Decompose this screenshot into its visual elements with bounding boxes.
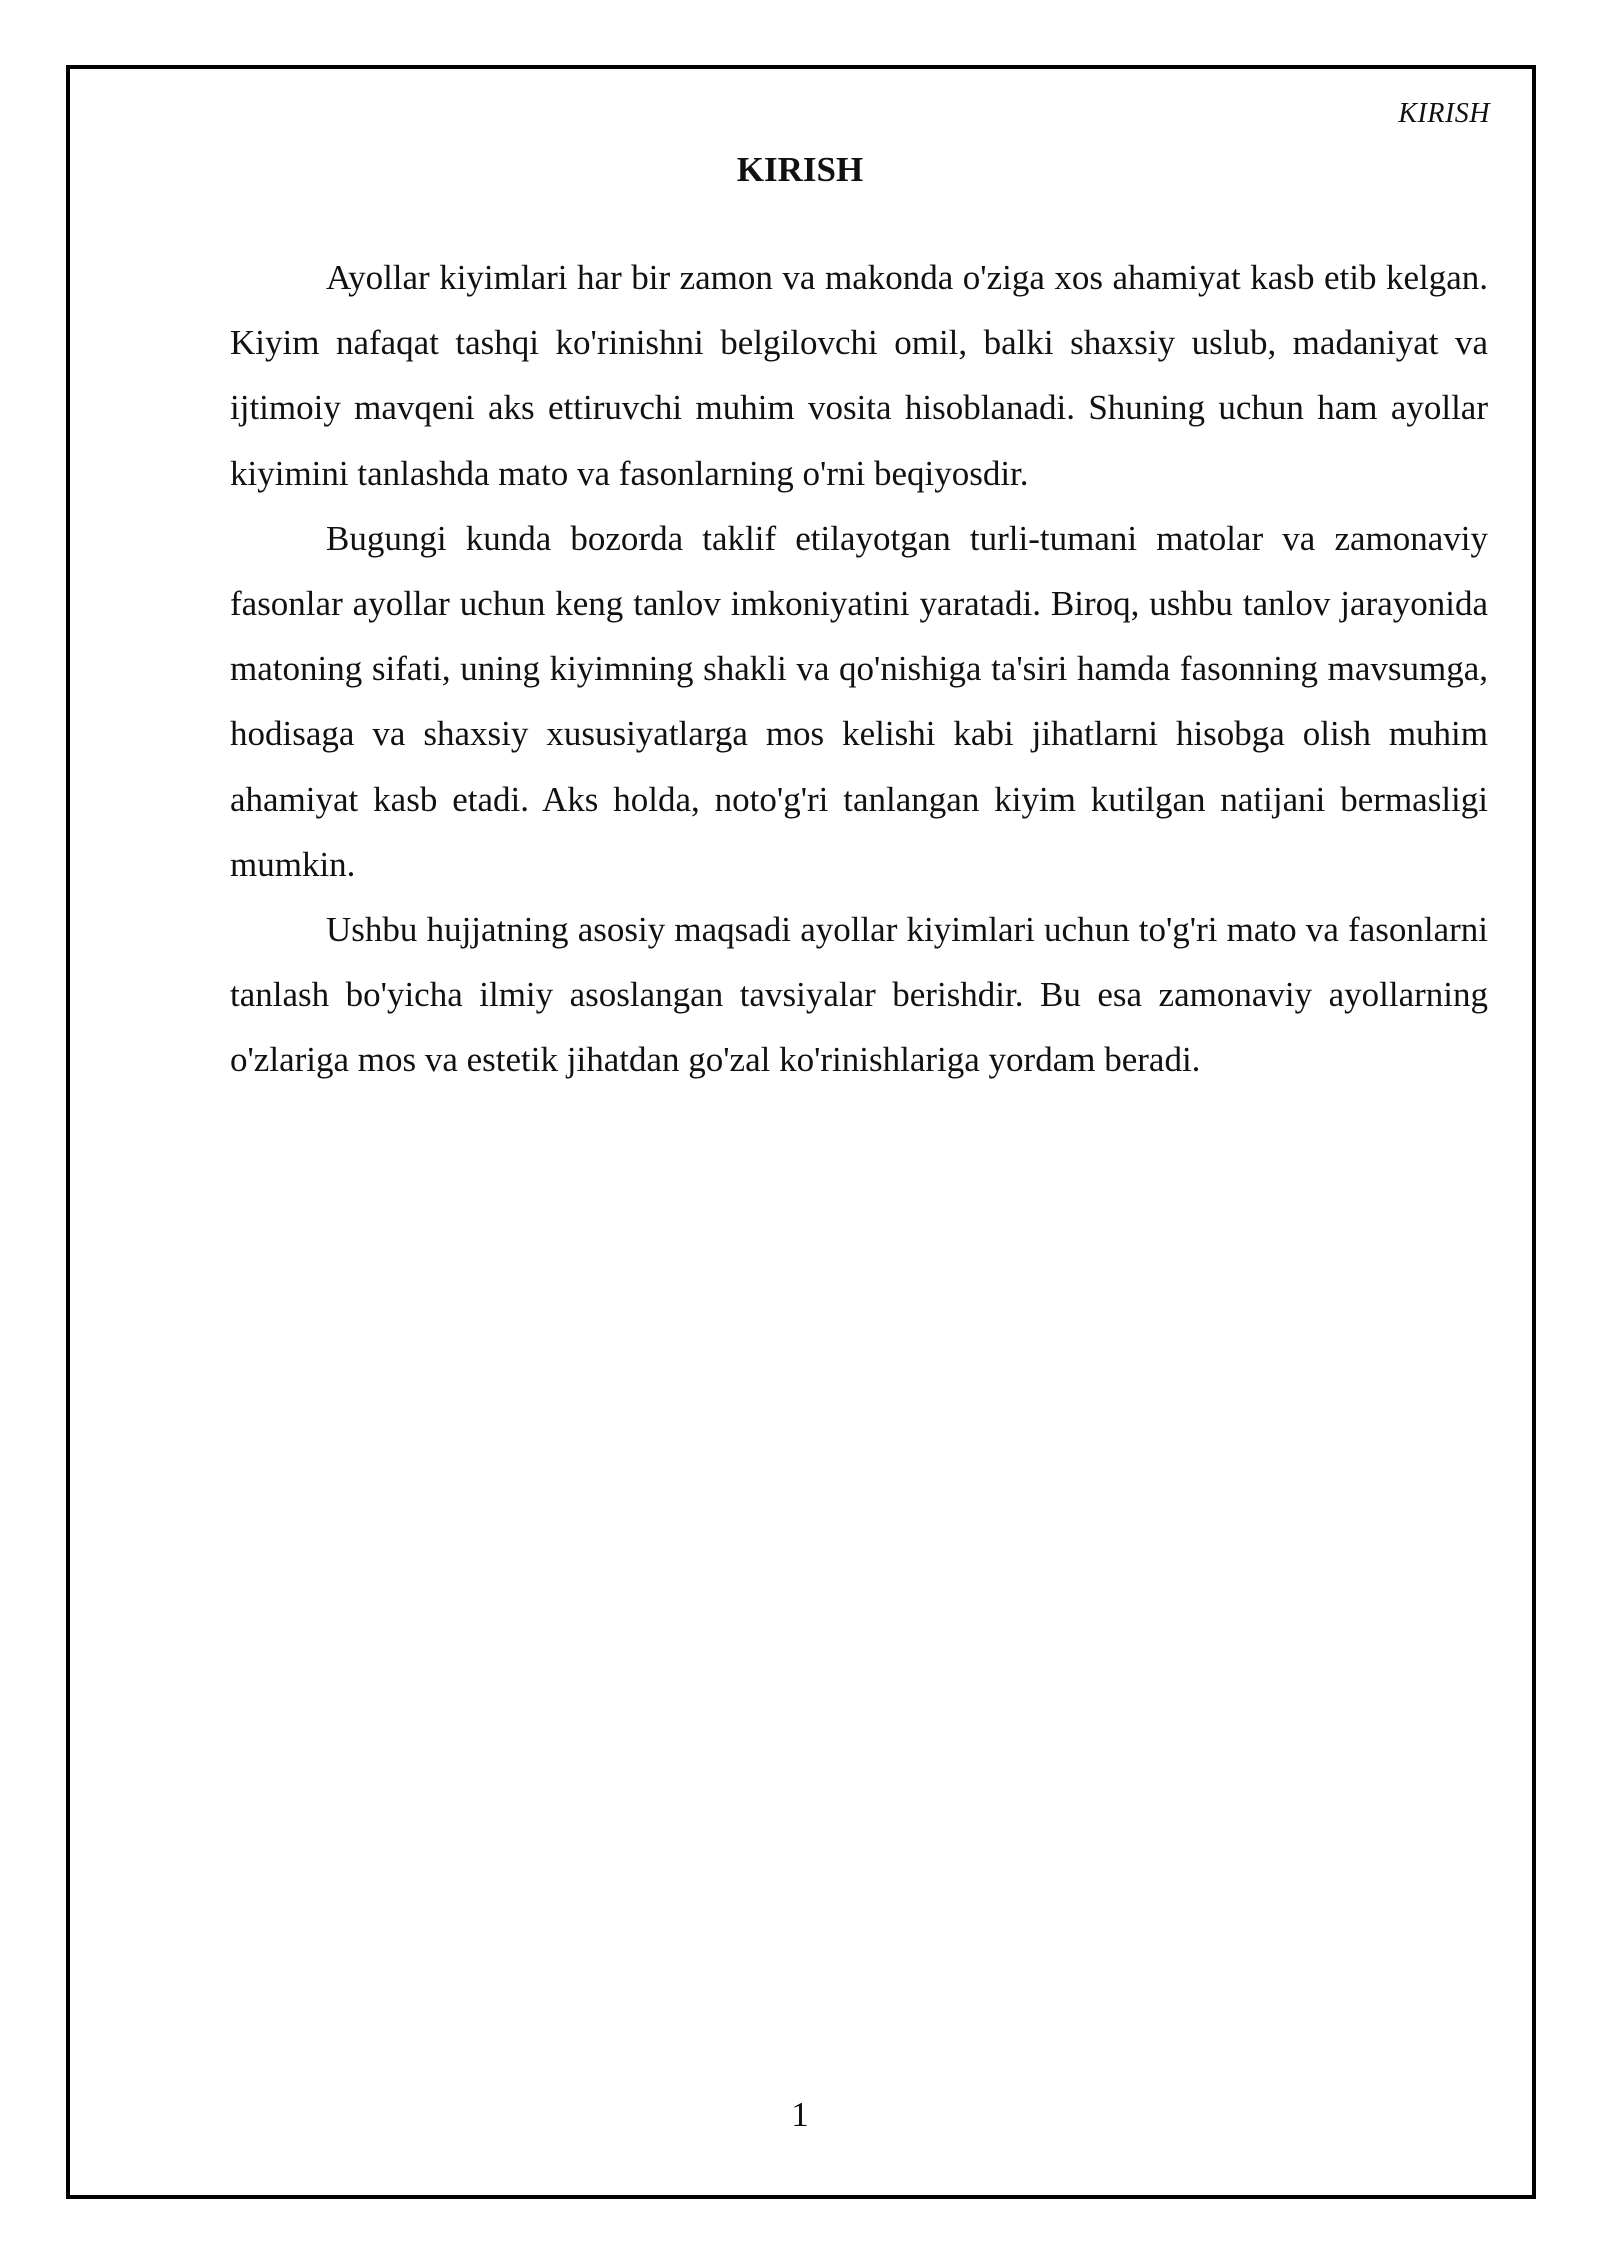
paragraph-1: Ayollar kiyimlari har bir zamon va makonda o'ziga xos ahamiyat kasb etib kelgan. Kiyim nafaqat tashqi ko'rinishni belgilovchi omil, balki shaxsiy uslub, madaniyat va ijtimoiy mavqeni aks ettiruvchi muhim vosita hisoblanadi. Shuning uchun ham ayollar kiyimini tanlashda mato va fasonlarning o'rni beqiyosdir. [230,258,1488,493]
paragraph-3: Ushbu hujjatning asosiy maqsadi ayollar kiyimlari uchun to'g'ri mato va fasonlarni tanlash bo'yicha ilmiy asoslangan tavsiyalar berishdir. Bu esa zamonaviy ayollarning o'zlariga mos va estetik jihatdan go'zal ko'rinishlariga yordam beradi. [230,910,1488,1080]
paragraph-2: Bugungi kunda bozorda taklif etilayotgan turli-tumani matolar va zamonaviy fasonlar ayollar uchun keng tanlov imkoniyatini yaratadi. Biroq, ushbu tanlov jarayonida matoning sifati, uning kiyimning shakli va qo'nishiga ta'siri hamda fasonning mavsumga, hodisaga va shaxsiy xususiyatlarga mos kelishi kabi jihatlarni hisobga olish muhim ahamiyat kasb etadi. Aks holda, noto'g'ri tanlangan kiyim kutilgan natijani bermasligi mumkin. [230,518,1488,884]
page-title: KIRISH [736,150,864,189]
document-body [230,245,1488,1093]
running-header: KIRISH [1398,98,1490,129]
page-number: 1 [791,2095,809,2134]
